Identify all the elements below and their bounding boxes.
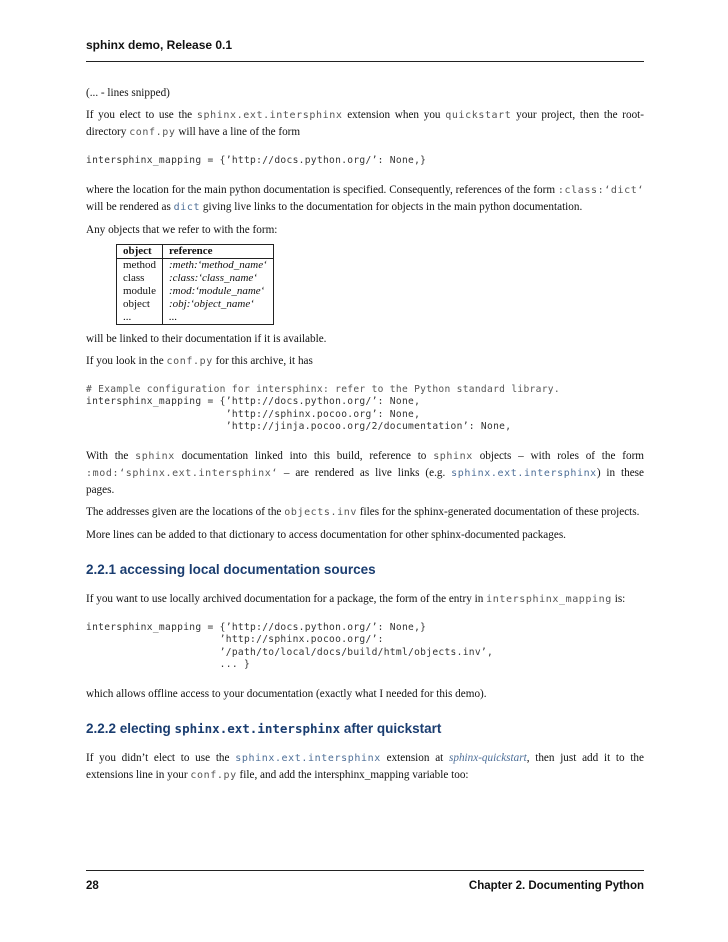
header-rule (86, 61, 644, 62)
inline-code: quickstart (445, 110, 512, 121)
paragraph-any-objects: Any objects that we refer to with the form: (86, 223, 278, 236)
inline-code: sphinx.ext.intersphinx (196, 110, 343, 121)
table-header-reference: reference (163, 244, 274, 258)
inline-code: objects.inv (284, 506, 358, 518)
paragraph-linked: will be linked to their documentation if it is available. (86, 332, 327, 345)
inline-code: sphinx (135, 450, 175, 462)
chapter-title: Chapter 2. Documenting Python (468, 880, 644, 892)
inline-code: :mod:‘sphinx.ext.intersphinx‘ (86, 467, 278, 479)
table-row: ... ... (117, 311, 274, 325)
quickstart-link[interactable]: sphinx-quickstart (449, 751, 527, 764)
paragraph-intersphinx-intro: If you elect to use the sphinx.ext.intersphinx extension when you quickstart your project, then the root-directory conf.py will have a line of the form (86, 109, 644, 138)
role-reference-table (116, 244, 274, 325)
footer-rule (86, 870, 644, 871)
inline-code: conf.py (129, 127, 176, 138)
inline-code: sphinx (433, 450, 473, 462)
paragraph-addresses: The addresses given are the locations of the objects.inv files for the sphinx-generated documentation of these projects. (86, 505, 640, 518)
code-block-mapping: intersphinx_mapping = {’http://docs.python.org/’: None,} (86, 155, 427, 166)
paragraph-more-lines: More lines can be added to that dictionary to access documentation for other sphinx-documented packages. (86, 528, 566, 541)
intersphinx-link[interactable]: sphinx.ext.intersphinx (235, 752, 381, 764)
table-row: method :meth:‘method_name‘ (117, 258, 274, 272)
running-header: sphinx demo, Release 0.1 (86, 38, 233, 52)
snipped-note: (... - lines snipped) (86, 87, 170, 99)
code-block-local: intersphinx_mapping = {’http://docs.python.org/’: None,} ’http://sphinx.pocoo.org/’: ’/path/to/local/docs/build/html/objects.inv’, ... } (86, 621, 494, 670)
paragraph-local-archive: If you want to use locally archived documentation for a package, the form of the entry in intersphinx_mapping is: (86, 592, 626, 605)
inline-code: conf.py (166, 355, 213, 367)
section-heading-local-sources: 2.2.1 accessing local documentation sources (86, 561, 376, 577)
table-row: object :obj:‘object_name‘ (117, 298, 274, 311)
intersphinx-link[interactable]: sphinx.ext.intersphinx (451, 467, 597, 479)
inline-code: :class:‘dict‘ (557, 184, 644, 196)
inline-code: conf.py (190, 769, 237, 781)
paragraph-offline: which allows offline access to your documentation (exactly what I needed for this demo). (86, 687, 487, 700)
running-footer (86, 880, 644, 892)
paragraph-sphinx-linked: With the sphinx documentation linked into this build, reference to sphinx objects – with roles of the form :mod:‘sphinx.ext.intersphinx‘ – are rendered as live links (e.g. sphinx.ext.intersphinx) in these pages. (86, 449, 644, 496)
page-body (86, 85, 644, 790)
table-header-object: object (117, 244, 163, 258)
paragraph-conf-look: If you look in the conf.py for this archive, it has (86, 354, 313, 367)
inline-code: intersphinx_mapping (486, 593, 612, 605)
page-number: 28 (86, 880, 99, 892)
dict-link[interactable]: dict (173, 201, 201, 213)
section-heading-after-quickstart: 2.2.2 electing sphinx.ext.intersphinx after quickstart (86, 720, 442, 736)
table-row: module :mod:‘module_name‘ (117, 285, 274, 298)
paragraph-location: where the location for the main python documentation is specified. Consequently, references of the form :class:‘dict‘ will be rendered as dict giving live links to the documentation for objects in the main python documentation. (86, 183, 644, 213)
paragraph-add-extension: If you didn’t elect to use the sphinx.ext.intersphinx extension at sphinx-quickstart, then just add it to the extensions line in your conf.py file, and add the intersphinx_mapping variable too: (86, 751, 644, 781)
table-row: class :class:‘class_name‘ (117, 272, 274, 285)
code-block-conf: # Example configuration for intersphinx: refer to the Python standard library. intersphinx_mapping = {’http://docs.python.org/’: None, ’http://sphinx.pocoo.org’: None, ’http://jinja.pocoo.org/2/documentation’: None, (86, 383, 560, 432)
